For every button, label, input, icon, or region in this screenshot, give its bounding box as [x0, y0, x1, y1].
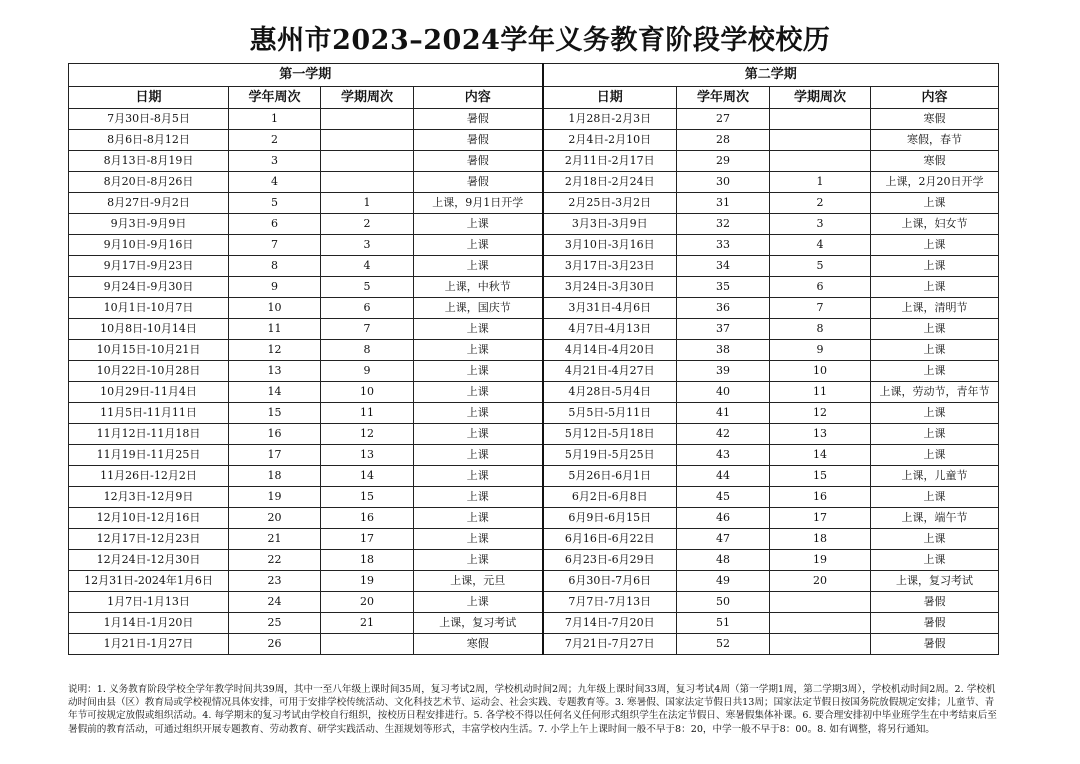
table-cell: 21: [229, 529, 321, 550]
table-cell: 上课: [414, 508, 543, 529]
table-cell: 上课: [414, 403, 543, 424]
table-cell: [321, 151, 414, 172]
table-row: [69, 403, 999, 424]
table-row: [69, 130, 999, 151]
col-header: 学年周次: [229, 87, 321, 109]
table-cell: 寒假: [414, 634, 543, 655]
table-cell: 10: [229, 298, 321, 319]
table-cell: 13: [770, 424, 871, 445]
table-cell: [770, 130, 871, 151]
table-cell: 10月15日-10月21日: [69, 340, 229, 361]
table-cell: 9月3日-9月9日: [69, 214, 229, 235]
table-cell: 8月6日-8月12日: [69, 130, 229, 151]
table-cell: 6月2日-6月8日: [543, 487, 677, 508]
table-cell: 上课: [414, 235, 543, 256]
table-cell: 15: [770, 466, 871, 487]
table-cell: 14: [229, 382, 321, 403]
table-cell: 6月16日-6月22日: [543, 529, 677, 550]
table-cell: 12月31日-2024年1月6日: [69, 571, 229, 592]
calendar-body: [69, 109, 999, 655]
table-cell: 上课: [414, 529, 543, 550]
table-cell: 3月3日-3月9日: [543, 214, 677, 235]
table-cell: 4: [229, 172, 321, 193]
table-cell: 上课，清明节: [871, 298, 999, 319]
table-cell: 4月21日-4月27日: [543, 361, 677, 382]
table-cell: 上课: [414, 424, 543, 445]
table-cell: 上课: [414, 487, 543, 508]
table-cell: 5月12日-5月18日: [543, 424, 677, 445]
table-cell: 14: [770, 445, 871, 466]
table-cell: 3: [229, 151, 321, 172]
table-cell: 3: [321, 235, 414, 256]
table-row: [69, 214, 999, 235]
table-cell: 5月26日-6月1日: [543, 466, 677, 487]
table-cell: 9月17日-9月23日: [69, 256, 229, 277]
table-cell: 25: [229, 613, 321, 634]
table-cell: 3: [770, 214, 871, 235]
semester1-header: 第一学期: [69, 64, 543, 87]
table-cell: 15: [321, 487, 414, 508]
table-cell: 9月24日-9月30日: [69, 277, 229, 298]
table-cell: 5: [229, 193, 321, 214]
table-row: [69, 613, 999, 634]
table-cell: 19: [229, 487, 321, 508]
table-cell: 18: [321, 550, 414, 571]
table-cell: 上课: [871, 340, 999, 361]
table-row: [69, 466, 999, 487]
table-cell: 10月22日-10月28日: [69, 361, 229, 382]
table-row: [69, 592, 999, 613]
table-cell: 12: [770, 403, 871, 424]
table-cell: 43: [677, 445, 770, 466]
table-cell: [321, 130, 414, 151]
table-cell: 4: [321, 256, 414, 277]
table-cell: 8: [229, 256, 321, 277]
table-cell: 暑假: [414, 109, 543, 130]
table-cell: 12月17日-12月23日: [69, 529, 229, 550]
table-cell: 3月17日-3月23日: [543, 256, 677, 277]
table-cell: 上课: [414, 466, 543, 487]
col-header: 学期周次: [321, 87, 414, 109]
table-row: [69, 256, 999, 277]
table-cell: 1月7日-1月13日: [69, 592, 229, 613]
table-cell: 暑假: [871, 592, 999, 613]
table-cell: 10: [770, 361, 871, 382]
table-cell: 9: [321, 361, 414, 382]
table-cell: 上课，复习考试: [871, 571, 999, 592]
table-cell: 1: [321, 193, 414, 214]
table-cell: 11: [229, 319, 321, 340]
table-cell: 19: [770, 550, 871, 571]
table-row: [69, 151, 999, 172]
table-cell: 37: [677, 319, 770, 340]
table-cell: 2: [770, 193, 871, 214]
table-cell: 18: [770, 529, 871, 550]
table-cell: 12月3日-12月9日: [69, 487, 229, 508]
table-row: [69, 424, 999, 445]
table-cell: 3月10日-3月16日: [543, 235, 677, 256]
table-cell: 6月23日-6月29日: [543, 550, 677, 571]
table-cell: 20: [770, 571, 871, 592]
table-cell: 6月30日-7月6日: [543, 571, 677, 592]
table-cell: 上课，复习考试: [414, 613, 543, 634]
table-cell: 26: [229, 634, 321, 655]
table-cell: 4月28日-5月4日: [543, 382, 677, 403]
table-cell: 8月13日-8月19日: [69, 151, 229, 172]
table-cell: 上课: [871, 361, 999, 382]
table-cell: 11: [321, 403, 414, 424]
table-cell: 2月11日-2月17日: [543, 151, 677, 172]
table-cell: 上课，儿童节: [871, 466, 999, 487]
table-cell: 40: [677, 382, 770, 403]
table-cell: 上课: [414, 256, 543, 277]
table-row: [69, 634, 999, 655]
table-cell: 16: [770, 487, 871, 508]
table-cell: 31: [677, 193, 770, 214]
table-cell: 上课，中秋节: [414, 277, 543, 298]
table-cell: 上课，国庆节: [414, 298, 543, 319]
table-cell: [770, 613, 871, 634]
table-cell: 5: [770, 256, 871, 277]
table-cell: 7: [229, 235, 321, 256]
table-cell: 6: [770, 277, 871, 298]
table-cell: 9: [770, 340, 871, 361]
table-row: [69, 571, 999, 592]
table-cell: 暑假: [871, 613, 999, 634]
table-cell: [321, 634, 414, 655]
table-cell: 8月27日-9月2日: [69, 193, 229, 214]
table-row: [69, 550, 999, 571]
table-cell: 4: [770, 235, 871, 256]
table-row: [69, 340, 999, 361]
table-cell: 4月14日-4月20日: [543, 340, 677, 361]
table-cell: 12: [321, 424, 414, 445]
table-cell: 6月9日-6月15日: [543, 508, 677, 529]
table-cell: 18: [229, 466, 321, 487]
table-row: [69, 382, 999, 403]
table-cell: 上课: [414, 319, 543, 340]
table-cell: 上课: [414, 214, 543, 235]
table-cell: 上课: [871, 277, 999, 298]
table-cell: [770, 151, 871, 172]
table-cell: 上课: [414, 361, 543, 382]
table-cell: 暑假: [871, 634, 999, 655]
table-cell: 14: [321, 466, 414, 487]
table-cell: 30: [677, 172, 770, 193]
table-cell: 上课: [871, 445, 999, 466]
school-calendar-table: [68, 63, 999, 655]
table-cell: 46: [677, 508, 770, 529]
table-cell: [770, 109, 871, 130]
table-cell: 5: [321, 277, 414, 298]
table-cell: 41: [677, 403, 770, 424]
table-cell: 38: [677, 340, 770, 361]
col-header: 学期周次: [770, 87, 871, 109]
table-cell: 11: [770, 382, 871, 403]
table-cell: 47: [677, 529, 770, 550]
table-cell: 上课: [871, 424, 999, 445]
table-cell: 2月25日-3月2日: [543, 193, 677, 214]
table-cell: 10: [321, 382, 414, 403]
table-cell: [321, 109, 414, 130]
table-cell: 17: [229, 445, 321, 466]
table-cell: [770, 592, 871, 613]
table-cell: 上课: [871, 319, 999, 340]
table-cell: 3月31日-4月6日: [543, 298, 677, 319]
table-cell: 上课: [414, 340, 543, 361]
table-cell: 17: [321, 529, 414, 550]
table-cell: 2: [321, 214, 414, 235]
table-cell: 7月21日-7月27日: [543, 634, 677, 655]
table-cell: 7: [770, 298, 871, 319]
table-row: [69, 487, 999, 508]
table-cell: 52: [677, 634, 770, 655]
table-cell: 19: [321, 571, 414, 592]
table-cell: 32: [677, 214, 770, 235]
table-cell: 上课: [871, 550, 999, 571]
table-cell: 上课: [871, 193, 999, 214]
table-cell: 4月7日-4月13日: [543, 319, 677, 340]
table-cell: 21: [321, 613, 414, 634]
table-cell: 8: [770, 319, 871, 340]
table-row: [69, 529, 999, 550]
table-cell: 33: [677, 235, 770, 256]
table-cell: 寒假: [871, 151, 999, 172]
table-cell: 上课: [871, 235, 999, 256]
table-cell: 暑假: [414, 172, 543, 193]
table-cell: 7月14日-7月20日: [543, 613, 677, 634]
table-cell: [770, 634, 871, 655]
table-cell: 8月20日-8月26日: [69, 172, 229, 193]
table-cell: 2: [229, 130, 321, 151]
table-row: [69, 445, 999, 466]
table-cell: 上课，2月20日开学: [871, 172, 999, 193]
table-cell: 48: [677, 550, 770, 571]
table-cell: 1: [229, 109, 321, 130]
table-cell: 寒假，春节: [871, 130, 999, 151]
table-cell: 12: [229, 340, 321, 361]
table-cell: 27: [677, 109, 770, 130]
table-cell: 2月18日-2月24日: [543, 172, 677, 193]
table-cell: 暑假: [414, 130, 543, 151]
col-header: 日期: [69, 87, 229, 109]
table-cell: 44: [677, 466, 770, 487]
table-cell: 上课，劳动节，青年节: [871, 382, 999, 403]
table-cell: 上课: [871, 529, 999, 550]
table-cell: 39: [677, 361, 770, 382]
table-cell: [321, 172, 414, 193]
semester2-header: 第二学期: [543, 64, 999, 87]
table-cell: 上课: [871, 403, 999, 424]
col-header: 内容: [414, 87, 543, 109]
table-cell: 22: [229, 550, 321, 571]
table-cell: 28: [677, 130, 770, 151]
table-cell: 10月8日-10月14日: [69, 319, 229, 340]
table-cell: 3月24日-3月30日: [543, 277, 677, 298]
table-cell: 15: [229, 403, 321, 424]
table-cell: 7: [321, 319, 414, 340]
table-cell: 17: [770, 508, 871, 529]
table-cell: 10月1日-10月7日: [69, 298, 229, 319]
table-cell: 5月5日-5月11日: [543, 403, 677, 424]
table-cell: 上课: [414, 592, 543, 613]
table-cell: 2月4日-2月10日: [543, 130, 677, 151]
table-cell: 上课: [414, 382, 543, 403]
table-cell: 11月12日-11月18日: [69, 424, 229, 445]
table-cell: 上课，元旦: [414, 571, 543, 592]
table-cell: 24: [229, 592, 321, 613]
table-cell: 29: [677, 151, 770, 172]
table-cell: 6: [229, 214, 321, 235]
table-cell: 16: [321, 508, 414, 529]
notes-text: 说明：1. 义务教育阶段学校全学年教学时间共39周，其中一至八年级上课时间35周，复习考试2周，学校机动时间2周；九年级上课时间33周，复习考试4周（第一学期1周，第二学期3周），学校机动时间2周。2. 学校机动时间由县（区）教育局或学校视情况具体安排，可用于安排学校传统活动、文化科技艺术节、运动会、社会实践、专题教育等。3. 寒暑假、国家法定节假日共13周；国家法定节假日按国务院放假规定安排；儿童节、青年节可按规定放假或组织活动。4. 每学期末的复习考试由学校自行组织，按校历日程安排进行。5. 各学校不得以任何名义任何形式组织学生在法定节假日、寒暑假集体补课。6. 要合理安排初中毕业班学生在中考结束后至暑假前的教育活动，可通过组织开展专题教育、劳动教育、研学实践活动、生涯规划等形式，丰富学校内生活。7. 小学上午上课时间一般不早于8：20，中学一般不早于8：00。8. 如有调整，将另行通知。: [68, 684, 997, 735]
table-row: [69, 508, 999, 529]
table-cell: 12月24日-12月30日: [69, 550, 229, 571]
table-row: [69, 109, 999, 130]
table-cell: 暑假: [414, 151, 543, 172]
table-row: [69, 193, 999, 214]
table-row: [69, 319, 999, 340]
table-cell: 36: [677, 298, 770, 319]
table-cell: 49: [677, 571, 770, 592]
table-cell: 上课，妇女节: [871, 214, 999, 235]
table-cell: 45: [677, 487, 770, 508]
table-cell: 上课: [414, 550, 543, 571]
table-cell: 5月19日-5月25日: [543, 445, 677, 466]
table-cell: 20: [321, 592, 414, 613]
column-header-row: [69, 87, 999, 109]
table-cell: 上课: [871, 256, 999, 277]
table-cell: 7月30日-8月5日: [69, 109, 229, 130]
table-cell: 7月7日-7月13日: [543, 592, 677, 613]
table-cell: 42: [677, 424, 770, 445]
table-cell: 11月5日-11月11日: [69, 403, 229, 424]
table-cell: 23: [229, 571, 321, 592]
table-cell: 16: [229, 424, 321, 445]
table-cell: 9月10日-9月16日: [69, 235, 229, 256]
semester-header-row: [69, 64, 999, 87]
table-cell: 35: [677, 277, 770, 298]
table-row: [69, 298, 999, 319]
table-cell: 寒假: [871, 109, 999, 130]
table-cell: 8: [321, 340, 414, 361]
table-cell: 1月21日-1月27日: [69, 634, 229, 655]
table-cell: 10月29日-11月4日: [69, 382, 229, 403]
table-cell: 6: [321, 298, 414, 319]
table-cell: 11月19日-11月25日: [69, 445, 229, 466]
table-row: [69, 172, 999, 193]
page-title: 惠州市2023–2024学年义务教育阶段学校校历: [249, 25, 831, 56]
table-row: [69, 361, 999, 382]
table-cell: 1: [770, 172, 871, 193]
table-row: [69, 235, 999, 256]
table-cell: 20: [229, 508, 321, 529]
table-cell: 上课: [871, 487, 999, 508]
table-cell: 50: [677, 592, 770, 613]
table-cell: 11月26日-12月2日: [69, 466, 229, 487]
col-header: 内容: [871, 87, 999, 109]
table-cell: 51: [677, 613, 770, 634]
table-cell: 上课，端午节: [871, 508, 999, 529]
table-cell: 13: [321, 445, 414, 466]
table-cell: 34: [677, 256, 770, 277]
table-cell: 9: [229, 277, 321, 298]
col-header: 日期: [543, 87, 677, 109]
table-row: [69, 277, 999, 298]
table-cell: 13: [229, 361, 321, 382]
table-cell: 1月14日-1月20日: [69, 613, 229, 634]
col-header: 学年周次: [677, 87, 770, 109]
table-cell: 上课: [414, 445, 543, 466]
table-cell: 12月10日-12月16日: [69, 508, 229, 529]
table-cell: 上课，9月1日开学: [414, 193, 543, 214]
table-cell: 1月28日-2月3日: [543, 109, 677, 130]
